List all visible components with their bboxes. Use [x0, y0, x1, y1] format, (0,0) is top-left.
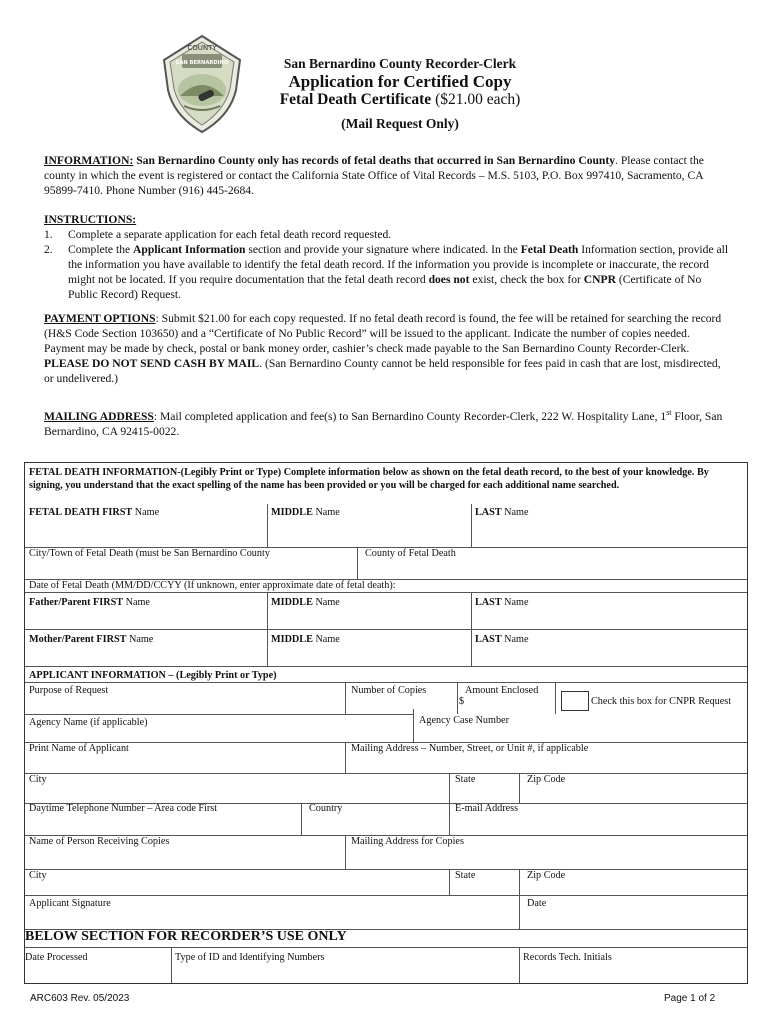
- applicant-name-field[interactable]: Print Name of Applicant: [29, 743, 129, 754]
- amount-enclosed-field[interactable]: Amount Enclosed: [465, 685, 539, 696]
- mother-middle-name-field[interactable]: MIDDLE Name: [271, 634, 340, 645]
- revision-label: ARC603 Rev. 05/2023: [30, 993, 130, 1004]
- country-field[interactable]: Country: [309, 803, 343, 814]
- city-town-field[interactable]: City/Town of Fetal Death (must be San Bernardino County: [29, 548, 270, 559]
- number-of-copies-field[interactable]: Number of Copies: [351, 685, 427, 696]
- recorder-use-header: BELOW SECTION FOR RECORDER’S USE ONLY: [25, 929, 347, 944]
- county-field[interactable]: County of Fetal Death: [365, 548, 456, 559]
- email-field[interactable]: E-mail Address: [455, 803, 519, 814]
- cnpr-label: Check this box for CNPR Request: [591, 696, 732, 707]
- tech-initials-field[interactable]: Records Tech. Initials: [523, 952, 612, 963]
- application-form: [24, 462, 748, 984]
- agency-name-field[interactable]: Agency Name (if applicable): [29, 717, 148, 728]
- father-last-name-field[interactable]: LAST Name: [475, 597, 529, 608]
- price-text: ($21.00 each): [435, 91, 521, 108]
- instruction-item: 1. Complete a separate application for each fetal death record requested.: [44, 228, 392, 241]
- payment-label: PAYMENT OPTIONS: [44, 312, 156, 325]
- phone-field[interactable]: Daytime Telephone Number – Area code First: [29, 803, 218, 814]
- fetal-death-header: FETAL DEATH INFORMATION-(Legibly Print or Type) Complete information below as shown on the fetal death record, to the best of your knowledge. By signing, you understand that the exact spelling of the name has been provided or you will be charged for each additional name searched.: [29, 467, 709, 491]
- applicant-signature-field[interactable]: Applicant Signature: [29, 898, 111, 909]
- zip-code-field[interactable]: Zip Code: [527, 774, 566, 785]
- copies-mailing-address-field[interactable]: Mailing Address for Copies: [351, 836, 464, 847]
- instructions-section: [44, 212, 732, 302]
- father-first-name-field[interactable]: Father/Parent FIRST Name: [29, 597, 150, 608]
- mail-request-note: (Mail Request Only): [341, 116, 459, 131]
- page-number: Page 1 of 2: [664, 993, 716, 1004]
- form-subtitle: [250, 91, 550, 109]
- applicant-info-header: APPLICANT INFORMATION – (Legibly Print or Type): [29, 670, 277, 681]
- svg-text:SAN BERNARDINO: SAN BERNARDINO: [175, 60, 229, 66]
- information-paragraph: INFORMATION: San Bernardino County only has records of fetal deaths that occurred in San Bernardino County. Please contact the county in which the event is registered or contact the California State Office of Vital Records – M.S. 5103, P.O. Box 997410, Sacramento, CA 95899-7410. Phone Number (916) 445-2684.: [44, 154, 704, 197]
- form-title: Application for Certified Copy: [288, 72, 512, 91]
- mother-last-name-field[interactable]: LAST Name: [475, 634, 529, 645]
- receiver-name-field[interactable]: Name of Person Receiving Copies: [29, 836, 170, 847]
- copies-city-field[interactable]: City: [29, 870, 47, 881]
- copies-zip-field[interactable]: Zip Code: [527, 870, 566, 881]
- org-name: San Bernardino County Recorder-Clerk: [283, 56, 517, 71]
- city-field[interactable]: City: [29, 774, 47, 785]
- instructions-label: INSTRUCTIONS:: [44, 213, 137, 226]
- document-name: Fetal Death Certificate: [279, 91, 432, 108]
- fetal-first-name-field[interactable]: FETAL DEATH FIRST Name: [29, 507, 160, 518]
- fetal-middle-name-field[interactable]: MIDDLE Name: [271, 507, 340, 518]
- signature-date-field[interactable]: Date: [527, 898, 547, 909]
- svg-text:COUNTY: COUNTY: [187, 44, 217, 52]
- instruction-item: 2. Complete the Applicant Information section and provide your signature where indicated. In the Fetal Death Information section, provide all the information you have available to identify the fetal death record. If the information you provide is incomplete or inaccurate, the record might not be located. If you require documentation that the fetal death record does not exist, check the box for CNPR (Certificate of No Public Record) Request.: [44, 243, 729, 301]
- mailing-paragraph: MAILING ADDRESS: Mail completed application and fee(s) to San Bernardino County Recorder-Clerk, 222 W. Hospitality Lane, 1st Floor, San Bernardino, CA 92415-0022.: [44, 408, 723, 438]
- fetal-death-date-field[interactable]: Date of Fetal Death (MM/DD/CCYY (If unknown, enter approximate date of fetal death):: [29, 580, 396, 591]
- cnpr-checkbox[interactable]: [561, 691, 589, 711]
- date-processed-field[interactable]: Date Processed: [25, 952, 88, 963]
- mailing-address-field[interactable]: Mailing Address – Number, Street, or Unit #, if applicable: [351, 743, 589, 754]
- agency-case-number-field[interactable]: Agency Case Number: [419, 715, 509, 726]
- county-seal-logo: [160, 34, 244, 134]
- father-middle-name-field[interactable]: MIDDLE Name: [271, 597, 340, 608]
- id-type-field[interactable]: Type of ID and Identifying Numbers: [175, 952, 325, 963]
- fetal-last-name-field[interactable]: LAST Name: [475, 507, 529, 518]
- information-label: INFORMATION:: [44, 154, 134, 167]
- mother-first-name-field[interactable]: Mother/Parent FIRST Name: [29, 634, 154, 645]
- dollar-sign: $: [459, 696, 465, 707]
- payment-paragraph: PAYMENT OPTIONS: Submit $21.00 for each copy requested. If no fetal death record is found, the fee will be retained for searching the record (H&S Code Section 103650) and a “Certificate of No Public Record” will be issued to the applicant. Indicate the number of copies needed. Payment may be made by check, postal or bank money order, cashier’s check made payable to the San Bernardino County Recorder-Clerk. PLEASE DO NOT SEND CASH BY MAIL. (San Bernardino County cannot be held responsible for fees paid in cash that are lost, misdirected, or undelivered.): [44, 312, 722, 385]
- state-field[interactable]: State: [455, 774, 476, 785]
- mailing-label: MAILING ADDRESS: [44, 409, 154, 423]
- copies-state-field[interactable]: State: [455, 870, 476, 881]
- purpose-field[interactable]: Purpose of Request: [29, 685, 109, 696]
